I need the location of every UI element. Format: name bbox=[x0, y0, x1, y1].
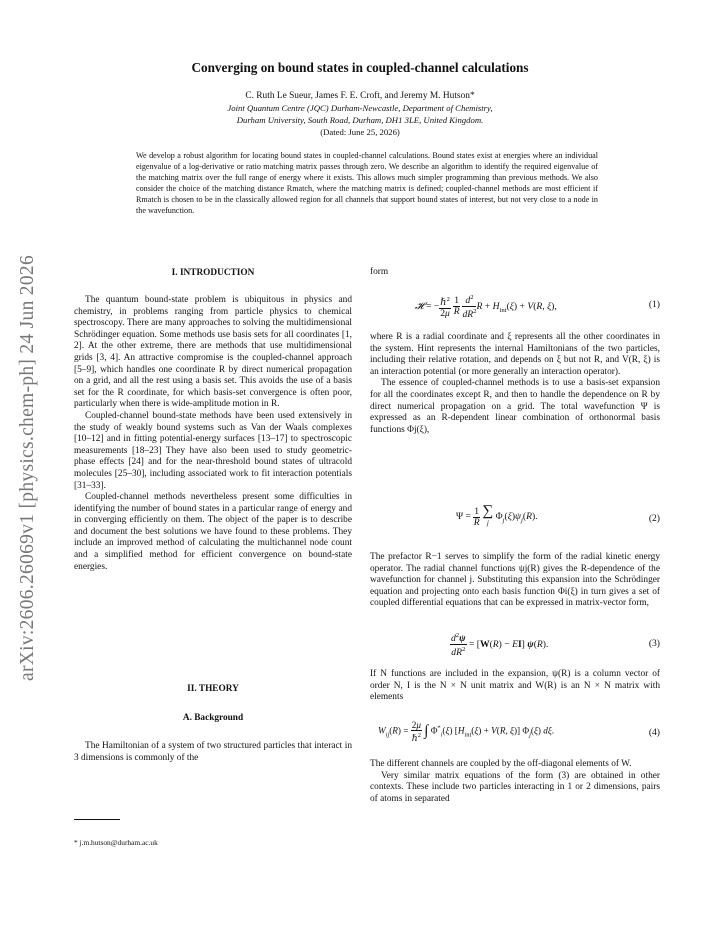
left-column bbox=[74, 295, 352, 573]
abstract-text: We develop a robust algorithm for locating bound states in coupled-channel calculations. Bound states exist at energies where an individual eigenvalue of a log-derivative or ratio matching matrix passes through zero. We describe an algorithm to identify the required eigenvalue of the matching matrix over the full range of energy where it exists. This allows much simpler programming than previous methods. We also consider the choice of the matching distance Rmatch, where the matching matrix is defined; coupled-channel methods are most efficient if Rmatch is chosen to be in the classically allowed region for all channels that support bound states of interest, but not very close to a node in the wavefunction. bbox=[136, 151, 598, 215]
footnote-rule bbox=[74, 819, 120, 820]
intro-paragraph-2: Coupled-channel bound-state methods have been used extensively in the study of weakly bound systems such as Van der Waals complexes [10–12] and in fitting potential-energy surfaces [13–17] to spectroscopic measurements [18–23] They have also been used to study geometric-phase effects [24] and for the near-threshold bound states of ultracold molecules [25–30], including associated work to fit interaction potentials [31–33]. bbox=[74, 410, 352, 491]
equation-2: Ψ = $\frac{1}{R}$ ∑ j $\Phi_j(\xi)\psi_j(R)$. bbox=[456, 503, 538, 528]
similar-equations-paragraph: Very similar matrix equations of the form (3) are obtained in other contexts. These include two particles interacting in 1 or 2 dimensions, pairs of atoms in separated bbox=[370, 770, 660, 804]
paper-title: Converging on bound states in coupled-channel calculations bbox=[191, 60, 529, 75]
section-heading-introduction: I. INTRODUCTION bbox=[171, 268, 255, 278]
equation-2-number: (2) bbox=[648, 513, 660, 524]
abstract bbox=[136, 150, 598, 216]
right-column-text-c bbox=[370, 669, 660, 704]
date-line: (Dated: June 25, 2026) bbox=[320, 127, 400, 137]
section-heading-theory: II. THEORY bbox=[187, 684, 239, 694]
if-n-paragraph: If N functions are included in the expansion, ψ(R) is a column vector of order N, I is the N × N unit matrix and W(R) is an N × N matrix with elements bbox=[370, 669, 660, 703]
form-text: form bbox=[370, 267, 389, 277]
footnote: * j.m.hutson@durham.ac.uk bbox=[74, 838, 158, 847]
equation-4: $W_{ij}(R)$ = $\frac{2\mu}{\hbar^2}$ ∫ $\Phi^*_i(\xi) [H_{int}(\xi) + V(R$, ξ)] $\Phi_j(\xi)$ dξ. bbox=[378, 720, 555, 744]
right-column-text-b bbox=[370, 552, 660, 610]
background-paragraph-text: The Hamiltonian of a system of two structured particles that interact in 3 dimensions is commonly of the bbox=[74, 741, 352, 763]
equation-1-number: (1) bbox=[648, 299, 660, 310]
after-eq1-paragraph: where R is a radial coordinate and ξ represents all the other coordinates in the system. Hint represents the internal Hamiltonians of the two particles, including their relative rotation, and depends on ξ but not R, and V(R, ξ) is an interaction potential (or more generally an interaction operator). bbox=[370, 332, 660, 377]
background-paragraph bbox=[74, 741, 352, 764]
equation-3: $\frac{d^2\psi}{dR^2}$ = [W(R) − EI] ψ(R). bbox=[451, 632, 549, 659]
prefactor-paragraph: The prefactor R−1 serves to simplify the form of the radial kinetic energy operator. The radial channel functions ψj(R) gives the R-dependence of the wavefunction for channel j. Substituting this expansion into the Schrödinger equation and projecting onto each basis function Φi(ξ) in turn gives a set of coupled differential equations that can be expressed in matrix-vector form, bbox=[370, 552, 660, 609]
equation-3-number: (3) bbox=[648, 638, 660, 649]
intro-paragraph-1: The quantum bound-state problem is ubiquitous in physics and chemistry, in problems ranging from particle physics to chemical spectroscopy. There are many approaches to solving the multidimensional Schrödinger equation. Some methods use basis sets for all coordinates [1, 2]. At the other extreme, there are methods that use multidimensional grids [3, 4]. An attractive compromise is the coupled-channel approach [5–9], which handles one coordinate R by direct numerical propagation on a grid, and all the rest using a basis set. This avoids the use of a basis set for the R coordinate, for which basis-set convergence is often poor, particularly when there is wide-amplitude motion in R. bbox=[74, 295, 352, 410]
right-column-text-a bbox=[370, 332, 660, 436]
arxiv-identifier-text: arXiv:2606.26069v1 [physics.chem-ph] 24 Jun 2026 bbox=[17, 254, 38, 682]
intro-paragraph-3: Coupled-channel methods nevertheless present some difficulties in identifying the number of bound states in a particular range of energy and in converging efficiently on them. The object of the paper is to describe and document the best solutions we have found to these problems. They include an improved method of calculating the multichannel node count and a simplified method for efficient convergence on bound-state energies. bbox=[74, 492, 352, 572]
right-column-form bbox=[370, 267, 660, 279]
equation-4-number: (4) bbox=[648, 727, 660, 738]
affiliation-line-1: Joint Quantum Centre (JQC) Durham-Newcastle, Department of Chemistry, bbox=[227, 103, 493, 113]
affiliation-line-2: Durham University, South Road, Durham, DH1 3LE, United Kingdom. bbox=[236, 115, 484, 125]
essence-paragraph: The essence of coupled-channel methods is to use a basis-set expansion for all the coordinates except R, and then to handle the dependence on R by direct numerical propagation on a grid. The total wavefunction Ψ is expressed as an R-dependent linear combination of orthonormal basis functions Φj(ξ), bbox=[370, 378, 660, 435]
equation-1: 𝓗 = − $\frac{\hbar^2}{2\mu}$ $\frac{1}{R}$ $\frac{d^2}{dR^2}$ $R + H_{int}(\xi) + V(R$, ξ), bbox=[415, 294, 557, 321]
channels-coupled-paragraph: The different channels are coupled by the off-diagonal elements of W. bbox=[370, 759, 632, 769]
authors: C. Ruth Le Sueur, James F. E. Croft, and Jeremy M. Hutson* bbox=[245, 91, 475, 101]
right-column-text-d bbox=[370, 759, 660, 805]
subsection-heading-background: A. Background bbox=[182, 713, 244, 723]
